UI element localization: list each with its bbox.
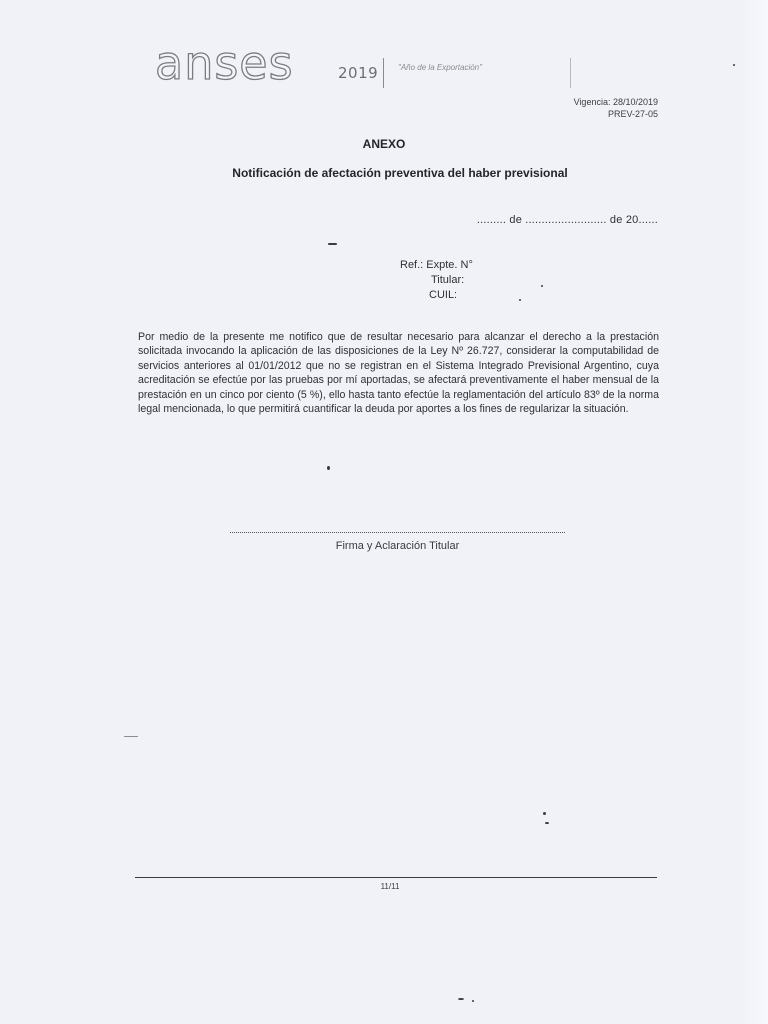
ref-expte: Ref.: Expte. N° [400,259,473,271]
scan-speck [328,243,337,245]
date-line: ......... de ......................... de 20...... [476,214,658,226]
scan-speck [472,1000,474,1002]
scan-speck [458,998,464,1000]
anses-logo: anses [155,36,294,90]
scan-speck [541,285,543,287]
page-number: 11/11 [380,882,400,891]
reference-block [400,258,473,303]
ref-cuil: CUIL: [429,289,458,301]
scan-speck [543,812,546,815]
header-divider [383,58,384,88]
ref-titular: Titular: [431,274,465,286]
vigencia-date: Vigencia: 28/10/2019 [573,97,658,107]
document-code: PREV-27-05 [607,109,658,119]
signature-line [230,532,565,533]
scan-speck [733,64,735,66]
signature-label: Firma y Aclaración Titular [335,540,460,552]
scan-speck [545,822,549,824]
scan-speck [124,736,138,737]
vigencia-block [574,96,658,120]
page-subtitle: Notificación de afectación preventiva del haber previsional [232,166,568,180]
header-divider-right [570,58,571,88]
footer-rule [135,877,657,878]
scan-speck [327,466,330,470]
header-slogan: "Año de la Exportación" [398,63,482,72]
scan-speck [519,299,521,301]
page-title: ANEXO [362,137,406,151]
header-year: 2019 [338,64,379,82]
notification-body: Por medio de la presente me notifico que de resultar necesario para alcanzar el derecho a la prestación solicitada invocando la aplicación de las disposiciones de la Ley Nº 26.727, considerar la computabilidad de servicios anteriores al 01/01/2012 que no se registran en el Sistema Integrado Previsional Argentino, cuya acreditación se efectúe por las pruebas por mí aportadas, se afectará preventivamente el haber mensual de la prestación en un cinco por ciento (5 %), ello hasta tanto efectúe la reglamentación del artículo 83º de la norma legal mencionada, lo que permitirá cuantificar la deuda por aportes a los fines de regularizar la situación. [138,331,659,416]
